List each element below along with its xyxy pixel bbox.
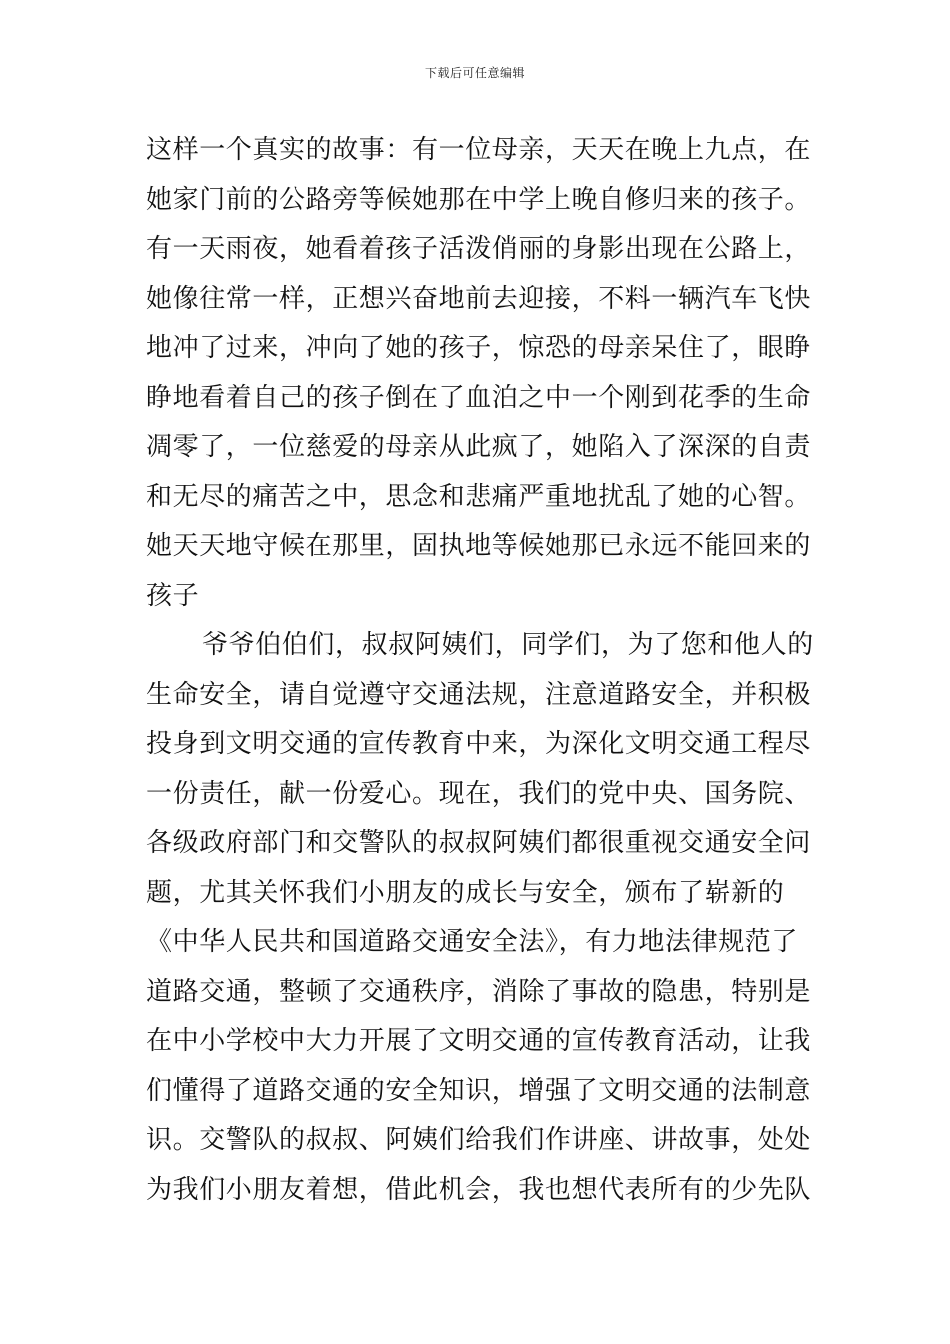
text-line: 地冲了过来，冲向了她的孩子，惊恐的母亲呆住了，眼睁 xyxy=(146,333,812,363)
text-line: 凋零了，一位慈爱的母亲从此疯了，她陷入了深深的自责 xyxy=(146,432,812,462)
document-body xyxy=(146,126,814,1215)
text-line-first: 爷爷伯伯们，叔叔阿姨们，同学们，为了您和他人的 xyxy=(202,630,814,660)
text-line: 她天天地守候在那里，固执地等候她那已永远不能回来的 xyxy=(146,531,812,561)
text-line: 题，尤其关怀我们小朋友的成长与安全，颁布了崭新的 xyxy=(146,877,785,908)
text-line: 睁地看着自己的孩子倒在了血泊之中一个刚到花季的生命 xyxy=(146,382,812,413)
page-header-note: 下载后可任意编辑 xyxy=(424,66,525,80)
text-line: 生命安全，请自觉遵守交通法规，注意道路安全，并积极 xyxy=(146,679,812,710)
text-line: 一份责任，献一份爱心。现在，我们的党中央、国务院、 xyxy=(146,778,812,809)
text-line: 这样一个真实的故事：有一位母亲，天天在晚上九点，在 xyxy=(146,135,812,165)
text-line: 投身到文明交通的宣传教育中来，为深化文明交通工程尽 xyxy=(146,729,812,759)
text-line: 《中华人民共和国道路交通安全法》，有力地法律规范了 xyxy=(146,927,799,957)
text-line: 各级政府部门和交警队的叔叔阿姨们都很重视交通安全问 xyxy=(146,828,812,858)
text-line: 们懂得了道路交通的安全知识，增强了文明交通的法制意 xyxy=(146,1075,812,1106)
paragraph-story xyxy=(146,126,812,621)
text-line: 她家门前的公路旁等候她那在中学上晚自修归来的孩子。 xyxy=(146,184,812,215)
text-line: 为我们小朋友着想，借此机会，我也想代表所有的少先队 xyxy=(146,1174,812,1205)
text-line: 和无尽的痛苦之中，思念和悲痛严重地扰乱了她的心智。 xyxy=(146,481,812,512)
text-line: 在中小学校中大力开展了文明交通的宣传教育活动，让我 xyxy=(146,1026,812,1056)
text-line: 道路交通，整顿了交通秩序，消除了事故的隐患，特别是 xyxy=(146,976,812,1007)
text-line: 孩子 xyxy=(146,580,200,611)
paragraph-appeal xyxy=(146,621,814,1215)
text-line: 识。交警队的叔叔、阿姨们给我们作讲座、讲故事，处处 xyxy=(146,1125,812,1155)
text-line: 有一天雨夜，她看着孩子活泼俏丽的身影出现在公路上， xyxy=(146,234,812,264)
text-line: 她像往常一样，正想兴奋地前去迎接，不料一辆汽车飞快 xyxy=(146,283,812,314)
